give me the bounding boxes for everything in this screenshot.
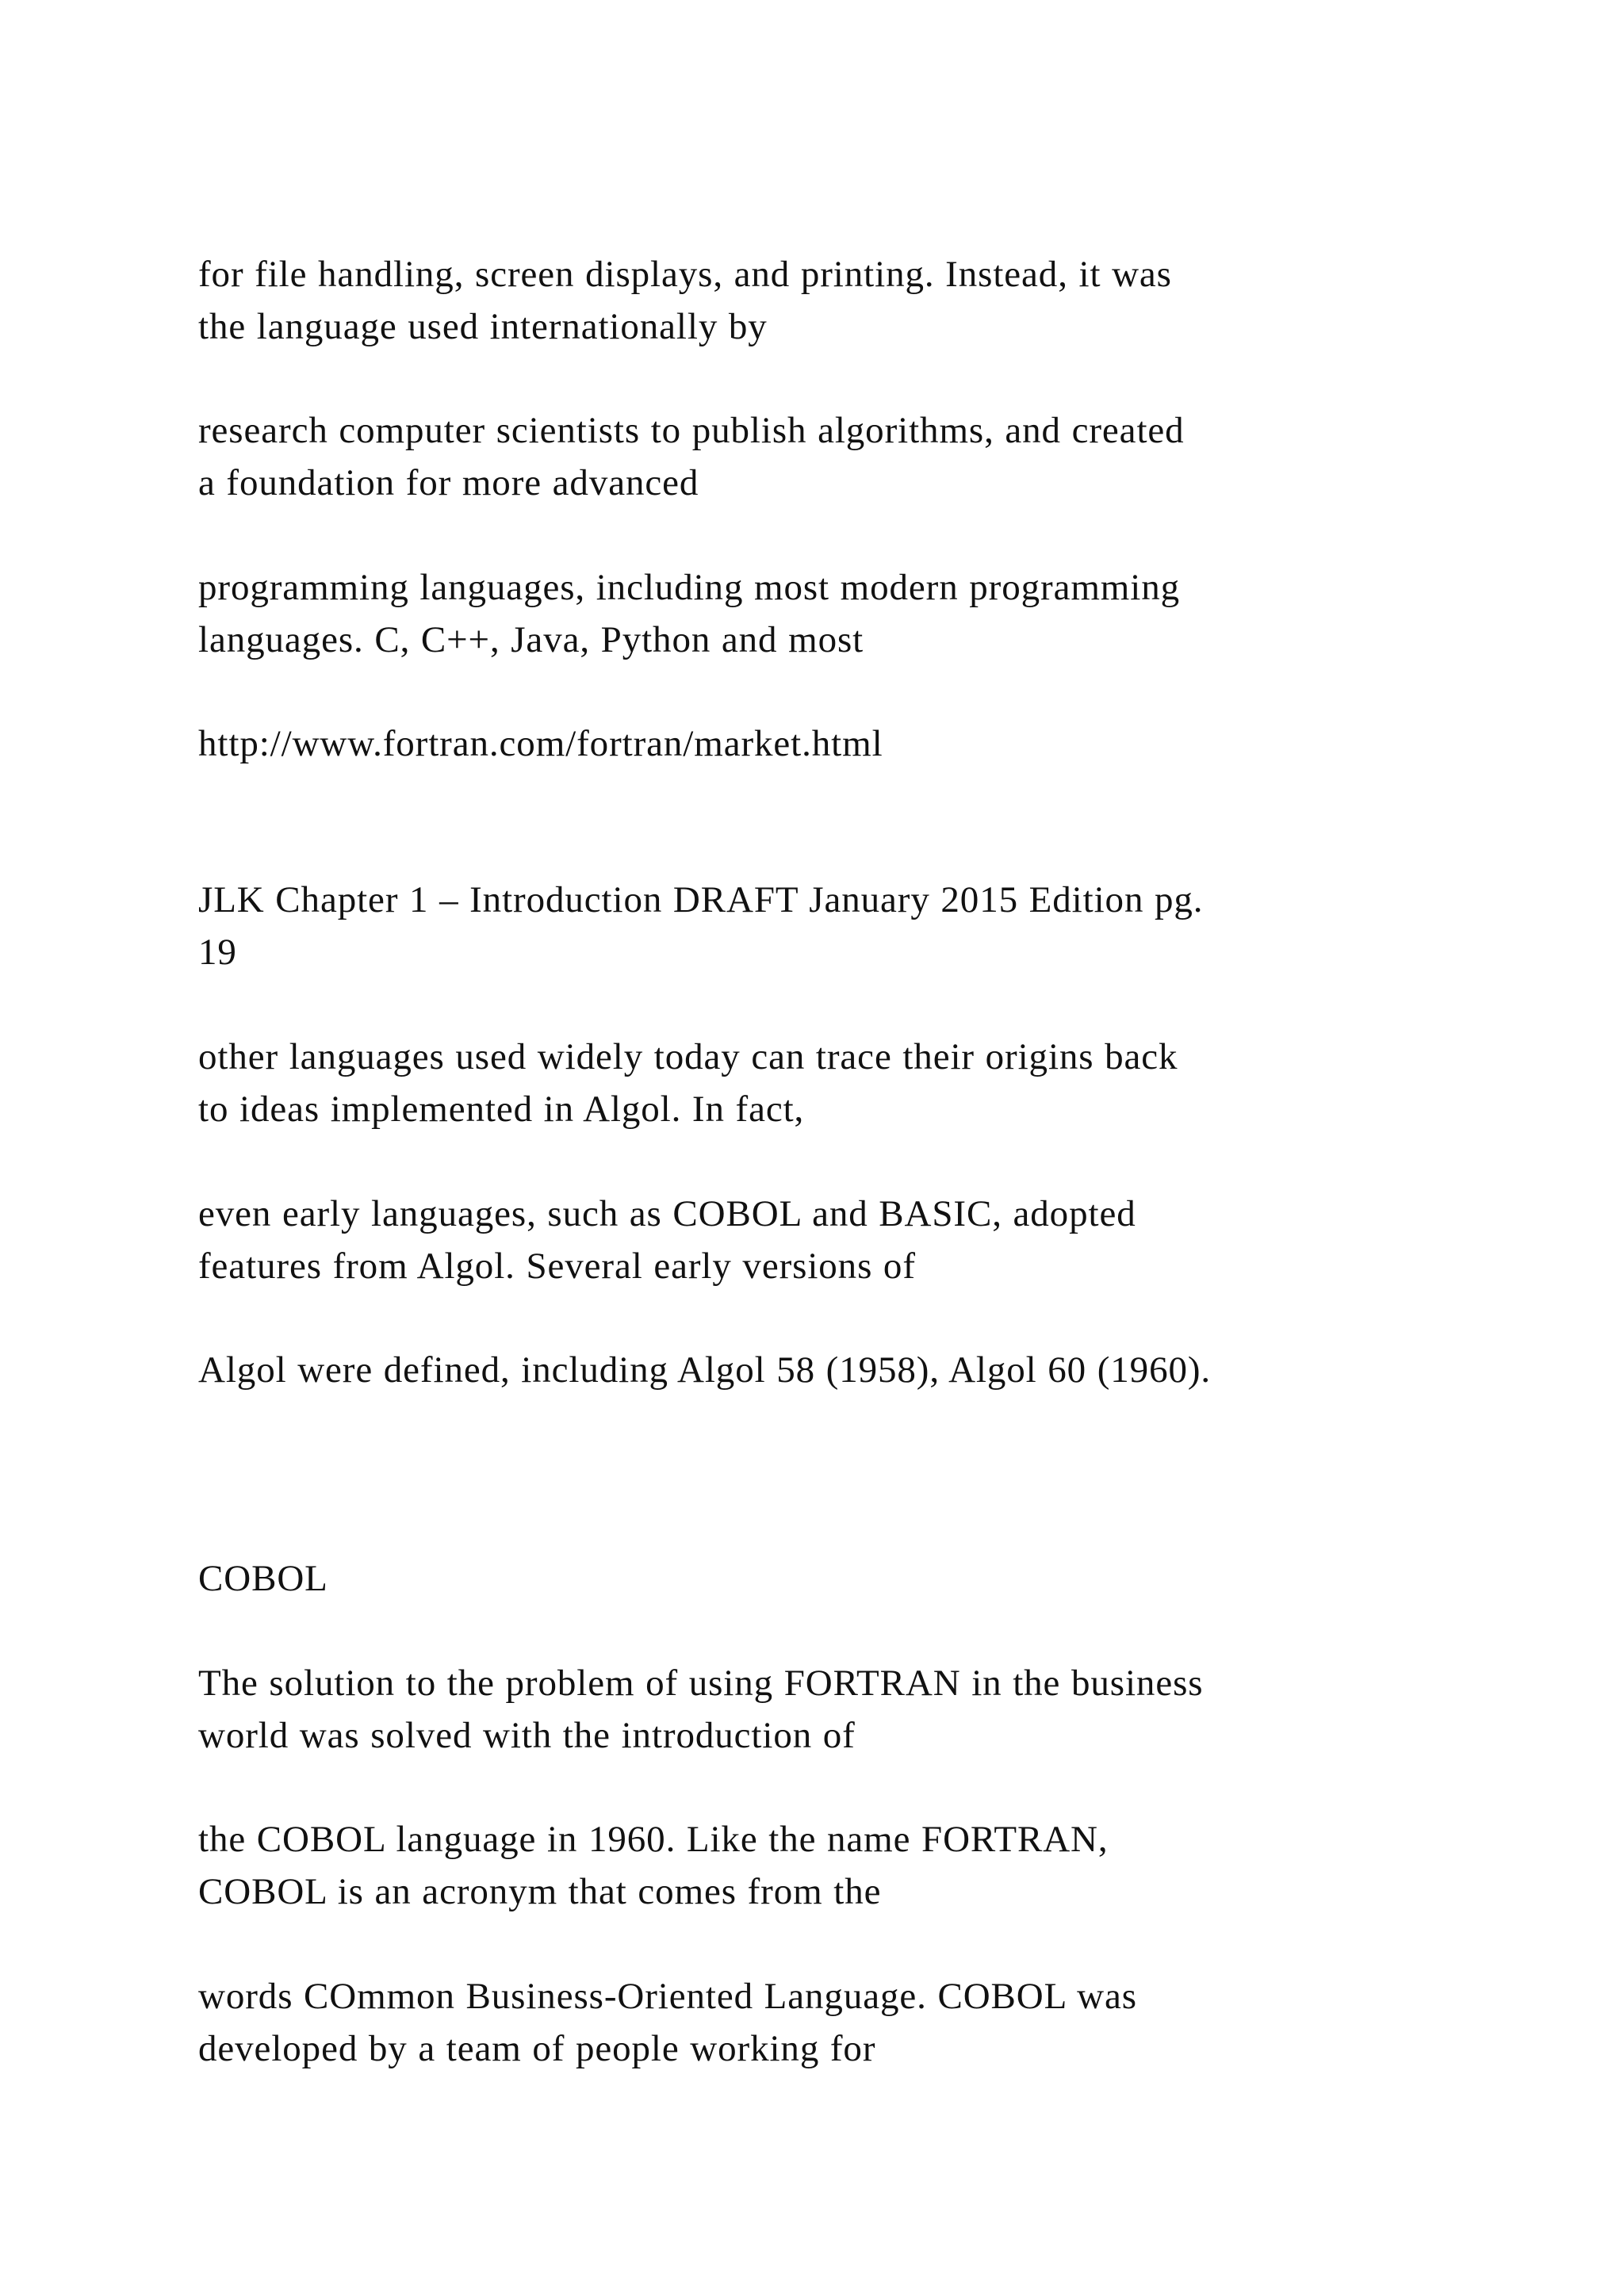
url-line bbox=[198, 718, 1467, 770]
text-line: even early languages, such as COBOL and BASIC, adopted bbox=[198, 1193, 1136, 1234]
text-line: research computer scientists to publish algorithms, and created bbox=[198, 410, 1185, 451]
text-line: COBOL is an acronym that comes from the bbox=[198, 1871, 882, 1912]
paragraph bbox=[198, 1970, 1467, 2075]
paragraph bbox=[198, 1657, 1467, 1762]
page-header bbox=[198, 874, 1467, 978]
text-line: a foundation for more advanced bbox=[198, 462, 699, 503]
paragraph bbox=[198, 404, 1467, 509]
text-line: The solution to the problem of using FORTRAN in the business bbox=[198, 1663, 1204, 1704]
text-line: COBOL bbox=[198, 1558, 328, 1599]
paragraph bbox=[198, 1813, 1467, 1918]
text-line: words COmmon Business-Oriented Language. COBOL was bbox=[198, 1976, 1137, 2017]
paragraph bbox=[198, 1344, 1467, 1396]
text-line: 19 bbox=[198, 932, 237, 973]
text-line: programming languages, including most modern programming bbox=[198, 567, 1181, 608]
text-line: http://www.fortran.com/fortran/market.html bbox=[198, 723, 883, 764]
text-line: developed by a team of people working for bbox=[198, 2028, 876, 2069]
text-line: Algol were defined, including Algol 58 (1958), Algol 60 (1960). bbox=[198, 1349, 1212, 1391]
text-line: other languages used widely today can trace their origins back bbox=[198, 1036, 1178, 1077]
text-line: the COBOL language in 1960. Like the name FORTRAN, bbox=[198, 1819, 1109, 1860]
text-line: the language used internationally by bbox=[198, 306, 768, 347]
section-heading bbox=[198, 1552, 1467, 1605]
text-line: to ideas implemented in Algol. In fact, bbox=[198, 1089, 805, 1130]
paragraph bbox=[198, 248, 1467, 353]
paragraph bbox=[198, 1031, 1467, 1135]
paragraph bbox=[198, 561, 1467, 666]
paragraph bbox=[198, 1188, 1467, 1292]
text-line: features from Algol. Several early versions of bbox=[198, 1246, 916, 1287]
text-line: JLK Chapter 1 – Introduction DRAFT January 2015 Edition pg. bbox=[198, 879, 1204, 920]
text-line: for file handling, screen displays, and printing. Instead, it was bbox=[198, 254, 1172, 295]
text-line: world was solved with the introduction of bbox=[198, 1715, 856, 1756]
text-line: languages. C, C++, Java, Python and most bbox=[198, 619, 864, 660]
